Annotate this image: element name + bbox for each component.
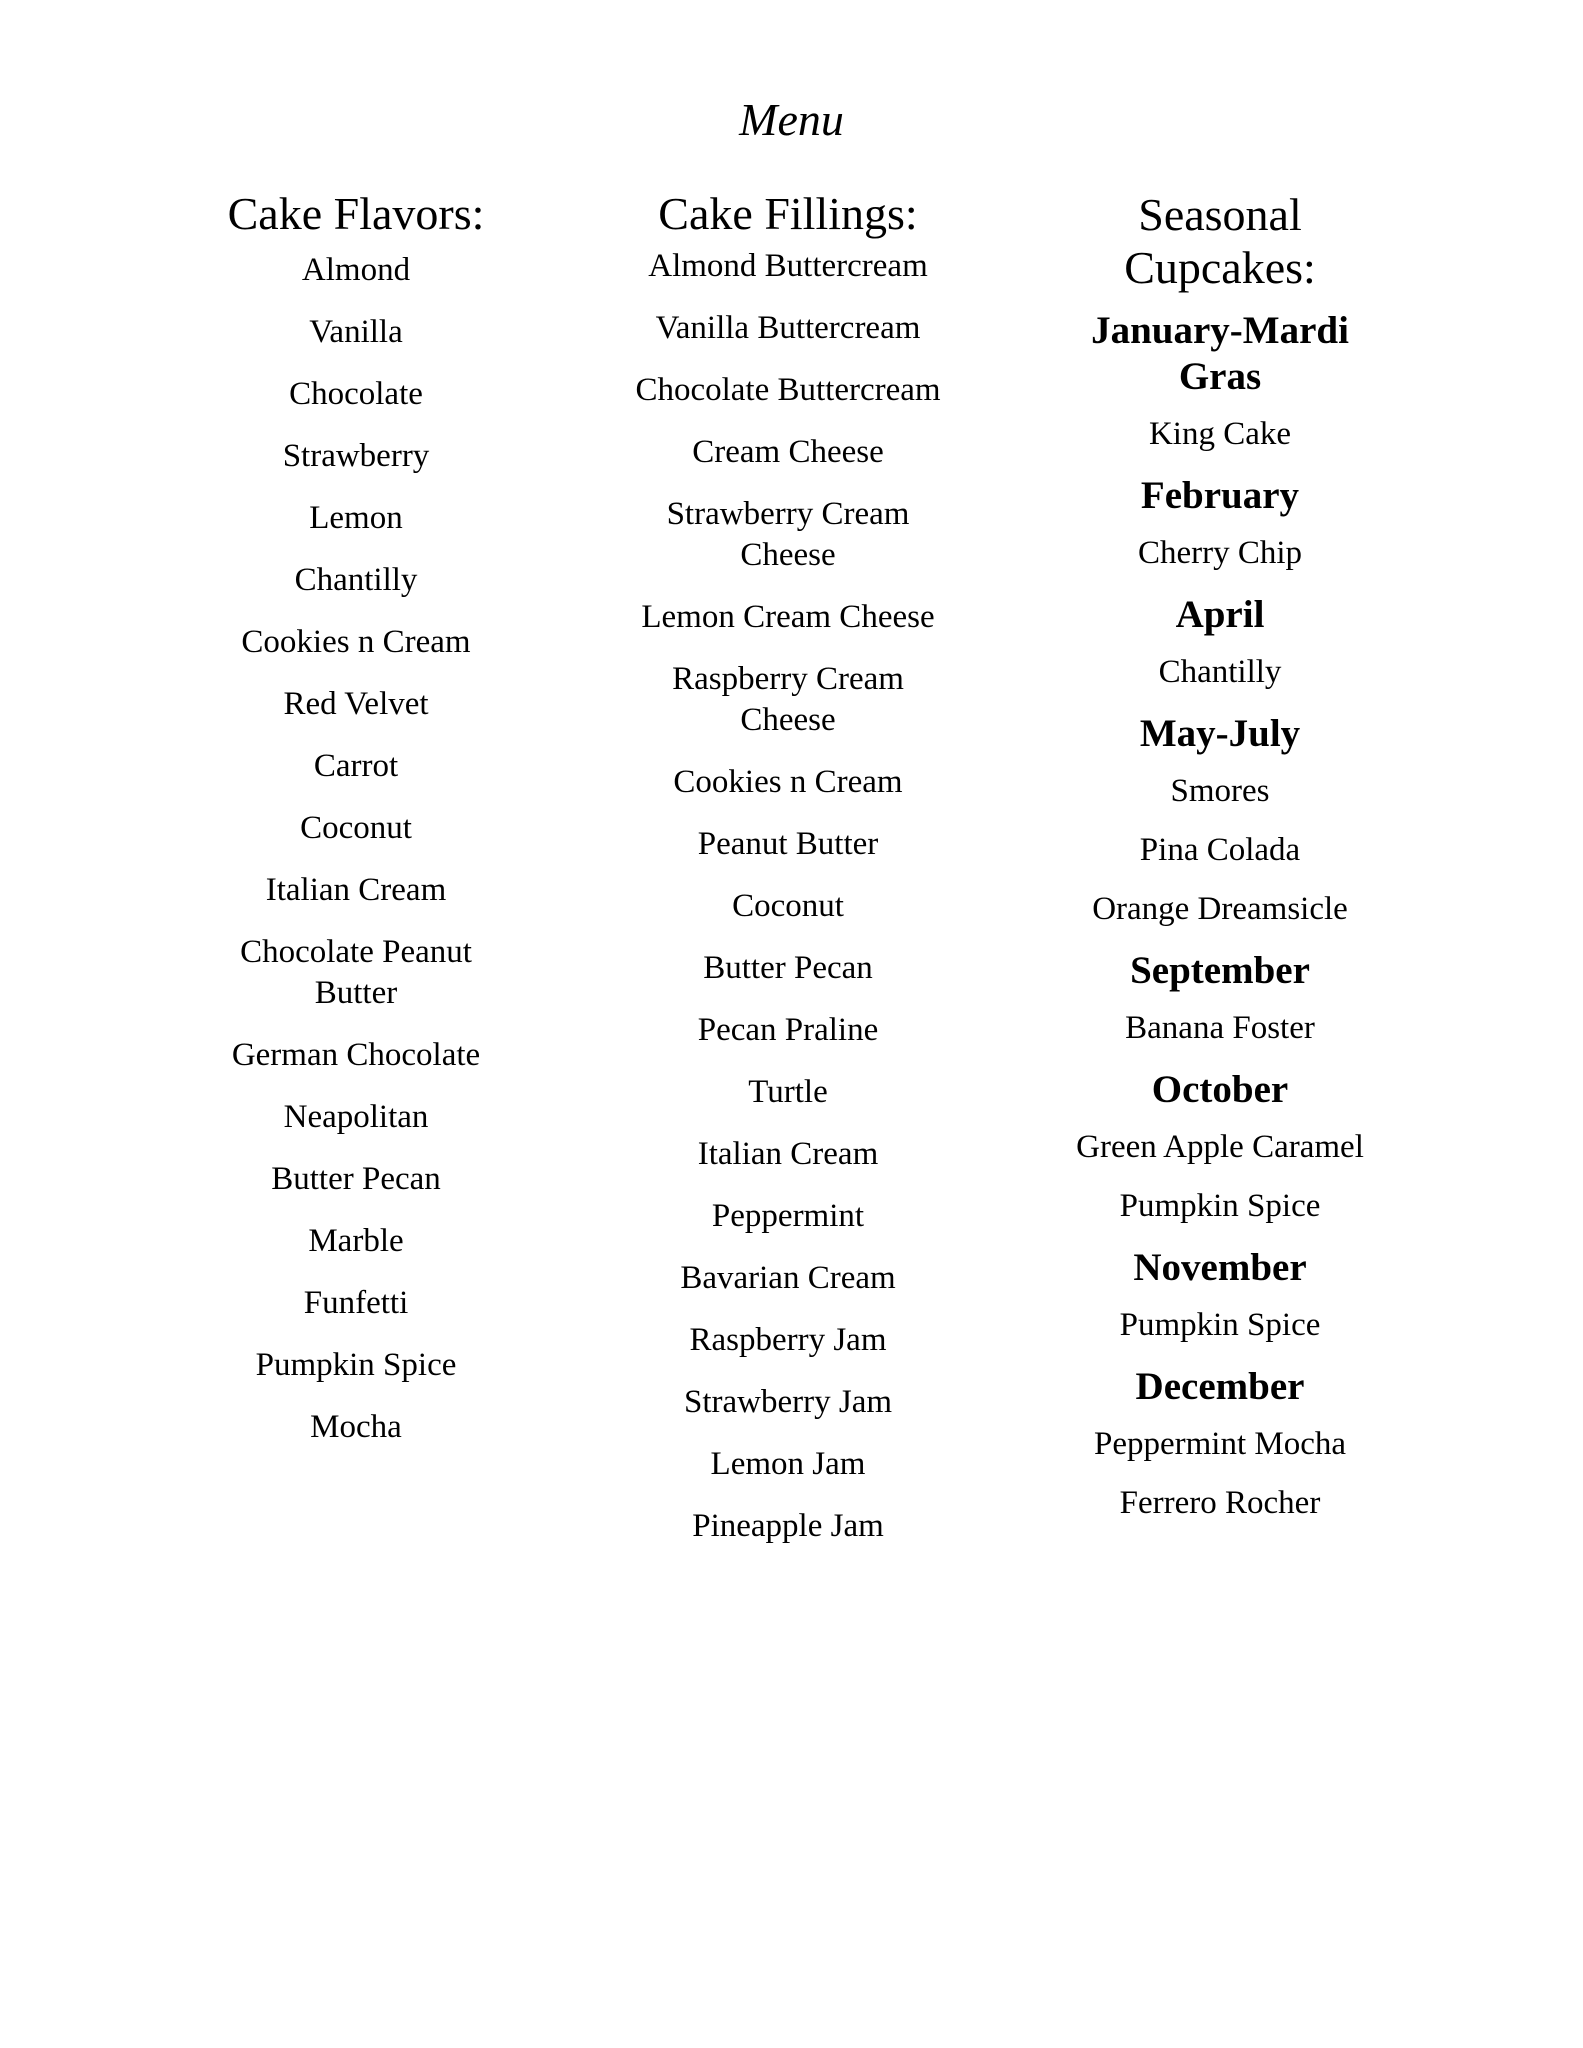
seasonal-item: Pumpkin Spice bbox=[1119, 1188, 1321, 1224]
filling-item: Peppermint bbox=[711, 1198, 865, 1234]
cake-flavors-heading: Cake Flavors: bbox=[227, 188, 485, 239]
filling-item: Strawberry Jam bbox=[683, 1384, 893, 1420]
filling-item: Italian Cream bbox=[697, 1136, 879, 1172]
filling-item: Raspberry Cream Cheese bbox=[672, 661, 904, 738]
seasonal-item: Cherry Chip bbox=[1137, 535, 1303, 571]
month-heading: February bbox=[1140, 474, 1300, 517]
seasonal-item: Chantilly bbox=[1158, 654, 1282, 690]
filling-item: Cream Cheese bbox=[692, 434, 884, 470]
seasonal-item: Pumpkin Spice bbox=[1119, 1307, 1321, 1343]
flavor-item: Italian Cream bbox=[265, 872, 447, 908]
flavor-item: Chocolate Peanut Butter bbox=[240, 934, 472, 1011]
month-heading: October bbox=[1151, 1068, 1289, 1111]
flavor-item: Chantilly bbox=[294, 562, 418, 598]
seasonal-item: Smores bbox=[1170, 773, 1270, 809]
seasonal-item: Peppermint Mocha bbox=[1093, 1426, 1347, 1462]
filling-item: Strawberry Cream Cheese bbox=[666, 496, 910, 573]
seasonal-item: Ferrero Rocher bbox=[1119, 1485, 1321, 1521]
filling-item: Vanilla Buttercream bbox=[655, 310, 921, 346]
seasonal-item: Orange Dreamsicle bbox=[1092, 891, 1348, 927]
filling-item: Chocolate Buttercream bbox=[635, 372, 941, 408]
flavor-item: Strawberry bbox=[282, 438, 430, 474]
month-heading: January-Mardi Gras bbox=[1091, 309, 1349, 398]
month-heading: September bbox=[1130, 949, 1310, 992]
month-heading: May-July bbox=[1139, 712, 1301, 755]
month-heading: December bbox=[1135, 1365, 1305, 1408]
flavor-item: Vanilla bbox=[309, 314, 403, 350]
seasonal-item: Banana Foster bbox=[1125, 1010, 1315, 1046]
filling-item: Turtle bbox=[748, 1074, 828, 1110]
flavor-item: Chocolate bbox=[289, 376, 423, 412]
flavor-item: Coconut bbox=[300, 810, 412, 846]
flavor-item: Funfetti bbox=[303, 1285, 409, 1321]
flavor-item: Almond bbox=[301, 252, 411, 288]
filling-item: Coconut bbox=[732, 888, 844, 924]
filling-item: Almond Buttercream bbox=[648, 248, 928, 284]
filling-item: Cookies n Cream bbox=[673, 764, 903, 800]
flavor-item: Cookies n Cream bbox=[241, 624, 471, 660]
filling-item: Lemon Cream Cheese bbox=[641, 599, 935, 635]
flavor-item: Carrot bbox=[313, 748, 399, 784]
seasonal-cupcakes-heading: Seasonal Cupcakes: bbox=[1124, 189, 1316, 293]
filling-item: Peanut Butter bbox=[697, 826, 879, 862]
flavor-item: Neapolitan bbox=[283, 1099, 429, 1135]
filling-item: Butter Pecan bbox=[703, 950, 873, 986]
month-heading: November bbox=[1133, 1246, 1307, 1289]
seasonal-item: Pina Colada bbox=[1139, 832, 1301, 868]
flavor-item: Butter Pecan bbox=[271, 1161, 441, 1197]
flavor-item: Pumpkin Spice bbox=[255, 1347, 457, 1383]
filling-item: Raspberry Jam bbox=[689, 1322, 887, 1358]
flavor-item: German Chocolate bbox=[231, 1037, 481, 1073]
month-heading: April bbox=[1175, 593, 1265, 636]
filling-item: Pineapple Jam bbox=[692, 1508, 884, 1544]
page-title: Menu bbox=[739, 94, 844, 145]
flavor-item: Mocha bbox=[310, 1409, 402, 1445]
flavor-item: Lemon bbox=[309, 500, 403, 536]
cake-fillings-heading: Cake Fillings: bbox=[658, 188, 918, 239]
flavor-item: Red Velvet bbox=[283, 686, 429, 722]
cake-fillings-column bbox=[578, 188, 998, 1568]
cake-flavors-column bbox=[146, 188, 566, 1469]
filling-item: Lemon Jam bbox=[710, 1446, 866, 1482]
flavor-item: Marble bbox=[308, 1223, 404, 1259]
filling-item: Pecan Praline bbox=[697, 1012, 879, 1048]
seasonal-item: Green Apple Caramel bbox=[1076, 1129, 1364, 1165]
filling-item: Bavarian Cream bbox=[680, 1260, 896, 1296]
seasonal-item: King Cake bbox=[1148, 416, 1292, 452]
seasonal-cupcakes-column bbox=[1010, 188, 1430, 1542]
